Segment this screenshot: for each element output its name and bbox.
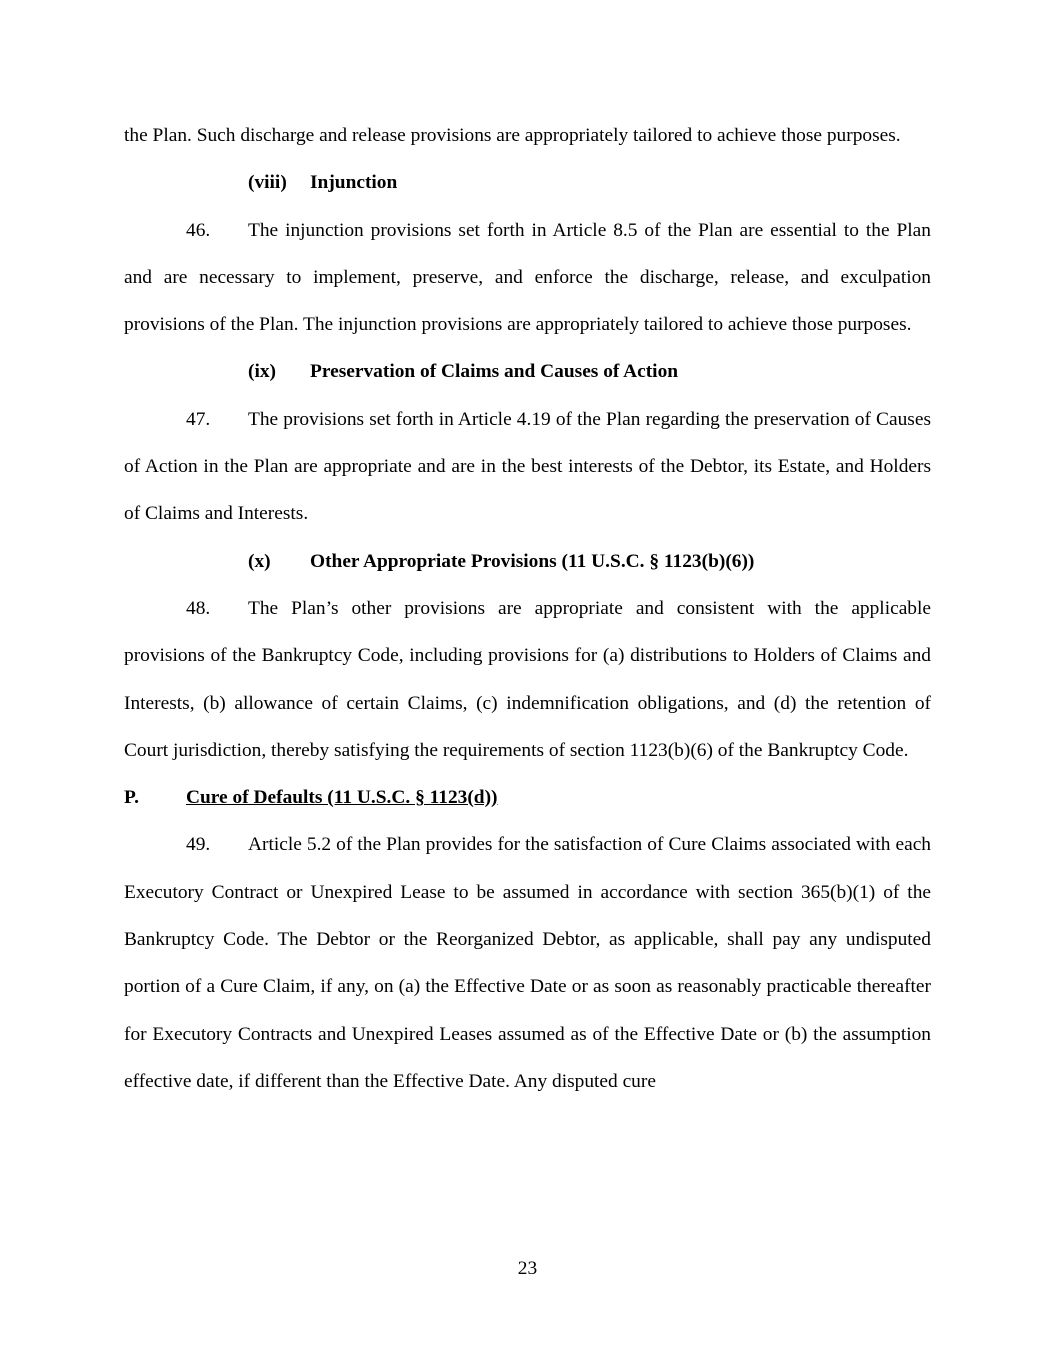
subheading-title: Injunction (310, 172, 398, 194)
paragraph-continuation (124, 112, 931, 159)
paragraph-number: 46. (186, 219, 211, 241)
subheading-number: (viii) (248, 172, 287, 194)
document-body (124, 112, 931, 1105)
section-heading-p (124, 774, 931, 821)
paragraph-number: 49. (186, 834, 211, 856)
paragraph-text: Article 5.2 of the Plan provides for the satisfaction of Cure Claims associated with each Executory Contract or Unexpired Lease to be assumed in accordance with section 365(b)(1) of the Bankruptcy Code. The Debtor or the Reorganized Debtor, as applicable, shall pay any undisputed portion of a Cure Claim, if any, on (a) the Effective Date or as soon as reasonably practicable thereafter for Executory Contracts and Unexpired Leases assumed as of the Effective Date or (b) the assumption effective date, if different than the Effective Date. Any disputed cure (124, 834, 931, 1092)
paragraph-number: 48. (186, 597, 211, 619)
section-letter: P. (124, 787, 139, 809)
subheading-number: (ix) (248, 361, 276, 383)
paragraph-text: The Plan’s other provisions are appropriate and consistent with the applicable provisions of the Bankruptcy Code, including provisions for (a) distributions to Holders of Claims and Interests, (b) allowance of certain Claims, (c) indemnification obligations, and (d) the retention of Court jurisdiction, thereby satisfying the requirements of section 1123(b)(6) of the Bankruptcy Code. (124, 597, 931, 761)
subheading-injunction (124, 159, 931, 206)
paragraph-48 (124, 585, 931, 774)
paragraph-number: 47. (186, 408, 211, 430)
subheading-number: (x) (248, 550, 271, 572)
section-title: Cure of Defaults (11 U.S.C. § 1123(d)) (186, 787, 498, 809)
paragraph-46 (124, 207, 931, 349)
subheading-title: Other Appropriate Provisions (11 U.S.C. § 1123(b)(6)) (310, 550, 755, 572)
paragraph-49 (124, 821, 931, 1105)
page-number: 23 (517, 1258, 538, 1279)
subheading-preservation (124, 348, 931, 395)
paragraph-text: The injunction provisions set forth in Article 8.5 of the Plan are essential to the Plan and are necessary to implement, preserve, and enforce the discharge, release, and exculpation provisions of the Plan. The injunction provisions are appropriately tailored to achieve those purposes. (124, 219, 931, 336)
subheading-title: Preservation of Claims and Causes of Action (310, 361, 679, 383)
paragraph-text: The provisions set forth in Article 4.19 of the Plan regarding the preservation of Causes of Action in the Plan are appropriate and are in the best interests of the Debtor, its Estate, and Holders of Claims and Interests. (124, 408, 931, 525)
subheading-other-provisions (124, 538, 931, 585)
paragraph-47 (124, 396, 931, 538)
paragraph-text: the Plan. Such discharge and release provisions are appropriately tailored to achieve those purposes. (124, 125, 901, 146)
